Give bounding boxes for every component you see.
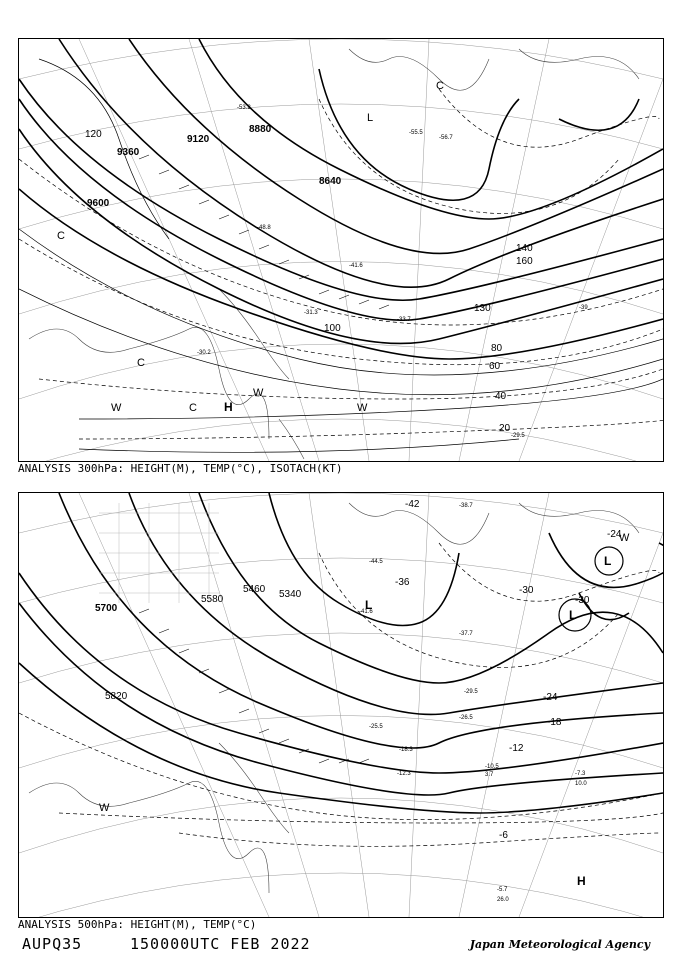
coastline bbox=[29, 49, 639, 459]
height-label: 5340 bbox=[279, 589, 302, 600]
isotach-label: 80 bbox=[491, 343, 503, 354]
map-300hpa bbox=[18, 38, 664, 462]
cold-center-marker: C bbox=[57, 230, 65, 242]
height-label: 5820 bbox=[105, 691, 128, 702]
low-pressure-marker: L bbox=[367, 112, 374, 124]
obs-label: -25.5 bbox=[369, 724, 383, 730]
height-label: 9360 bbox=[117, 147, 140, 158]
isotherm-label: -36 bbox=[395, 577, 410, 588]
low-pressure-marker: L bbox=[569, 608, 577, 622]
cold-center-marker: C bbox=[436, 80, 444, 92]
isotherm-label: -30 bbox=[575, 595, 590, 606]
height-contours bbox=[19, 39, 663, 359]
obs-label: -29.5 bbox=[464, 689, 478, 695]
high-pressure-marker: H bbox=[224, 400, 233, 414]
obs-label: -5.7 bbox=[497, 887, 508, 893]
isotach-label: 20 bbox=[499, 423, 511, 434]
temp-label: -56.7 bbox=[439, 135, 453, 141]
caption-300hpa: ANALYSIS 300hPa: HEIGHT(M), TEMP(°C), ISOTACH(KT) bbox=[18, 462, 343, 475]
height-label: 8880 bbox=[249, 124, 272, 135]
obs-label: -7.3 bbox=[575, 771, 586, 777]
temp-label: -31.3 bbox=[304, 310, 318, 316]
low-pressure-marker: L bbox=[604, 554, 612, 568]
isotherm-label: -24 bbox=[607, 529, 622, 540]
analysis-time: 150000UTC FEB 2022 bbox=[130, 935, 311, 953]
graticule bbox=[19, 493, 663, 917]
isotach-label: 120 bbox=[85, 129, 102, 140]
warm-center-marker: W bbox=[619, 532, 630, 544]
temp-label: -30.2 bbox=[197, 350, 211, 356]
cold-center-marker: C bbox=[137, 357, 145, 369]
warm-center-marker: W bbox=[99, 802, 110, 814]
obs-label: 26.0 bbox=[497, 897, 509, 903]
temp-label: -29.5 bbox=[511, 433, 525, 439]
height-label: 5460 bbox=[243, 584, 266, 595]
isotherm-label: -12 bbox=[509, 743, 524, 754]
isotherm-label: -18 bbox=[547, 717, 562, 728]
height-label: 9120 bbox=[187, 134, 210, 145]
isotherm-label: -24 bbox=[543, 692, 558, 703]
map-500hpa bbox=[18, 492, 664, 918]
chart-500hpa bbox=[19, 493, 663, 917]
isotach-label: 160 bbox=[516, 256, 533, 267]
chart-300hpa bbox=[19, 39, 663, 461]
graticule bbox=[19, 39, 663, 461]
warm-center-marker: W bbox=[253, 387, 264, 399]
cold-center-marker: C bbox=[189, 402, 197, 414]
isotach-label: 40 bbox=[495, 391, 507, 402]
obs-label: 3.7 bbox=[485, 772, 494, 778]
temp-label: -48.8 bbox=[257, 225, 271, 231]
temp-label: -39 bbox=[579, 305, 588, 311]
height-label: 5580 bbox=[201, 594, 224, 605]
obs-label: -12.3 bbox=[397, 771, 411, 777]
height-label: 5700 bbox=[95, 603, 118, 614]
temp-label: -55.5 bbox=[409, 130, 423, 136]
height-label: 8640 bbox=[319, 176, 342, 187]
obs-label: -44.5 bbox=[369, 559, 383, 565]
isotach-label: 60 bbox=[489, 361, 501, 372]
height-contours bbox=[19, 493, 663, 813]
temp-label: -33.7 bbox=[397, 317, 411, 323]
temp-label: -41.6 bbox=[349, 263, 363, 269]
bulletin-code: AUPQ35 bbox=[22, 935, 83, 953]
isotach-label: 100 bbox=[324, 323, 341, 334]
warm-center-marker: W bbox=[111, 402, 122, 414]
obs-label: -41.6 bbox=[359, 609, 373, 615]
isotherm-label: -6 bbox=[499, 830, 508, 841]
obs-label: -18.3 bbox=[399, 747, 413, 753]
obs-label: 10.0 bbox=[575, 781, 587, 787]
caption-500hpa: ANALYSIS 500hPa: HEIGHT(M), TEMP(°C) bbox=[18, 918, 257, 931]
wind-barbs bbox=[139, 609, 369, 763]
high-pressure-marker: H bbox=[577, 874, 586, 888]
obs-label: -37.7 bbox=[459, 631, 473, 637]
temp-label: -53.2 bbox=[237, 105, 251, 111]
agency-name: Japan Meteorological Agency bbox=[469, 938, 650, 951]
low-pressure-marker: L bbox=[365, 598, 373, 612]
isotherm-label: -30 bbox=[519, 585, 534, 596]
hatched-region bbox=[99, 503, 219, 603]
obs-label: -10.5 bbox=[485, 764, 499, 770]
isotach-label: 140 bbox=[516, 243, 533, 254]
warm-center-marker: W bbox=[357, 402, 368, 414]
height-label: 9600 bbox=[87, 198, 110, 209]
obs-label: -26.5 bbox=[459, 715, 473, 721]
isotherm-label: -42 bbox=[405, 499, 420, 510]
obs-label: -38.7 bbox=[459, 503, 473, 509]
isotach-label: 130 bbox=[474, 303, 491, 314]
